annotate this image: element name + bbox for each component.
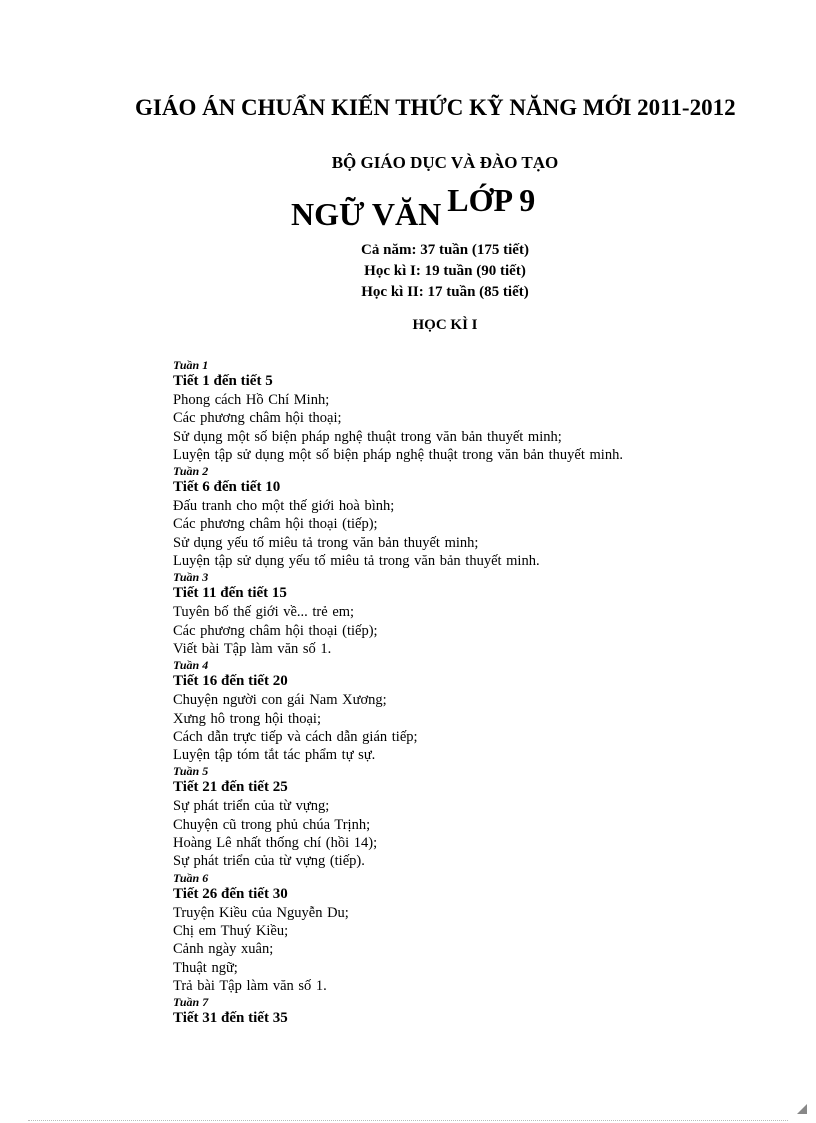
lesson-item: Cảnh ngày xuân; bbox=[173, 941, 274, 958]
semester-heading: HỌC KÌ I bbox=[412, 317, 478, 333]
lesson-item: Truyện Kiều của Nguyễn Du; bbox=[173, 904, 349, 921]
ministry-heading: BỘ GIÁO DỤC VÀ ĐÀO TẠO bbox=[331, 153, 559, 172]
period-range: Tiết 11 đến tiết 15 bbox=[173, 585, 287, 602]
period-range: Tiết 6 đến tiết 10 bbox=[173, 479, 281, 496]
week-block bbox=[173, 570, 793, 658]
year-summary: Cả năm: 37 tuần (175 tiết) bbox=[361, 242, 529, 258]
week-block bbox=[173, 764, 793, 870]
period-range: Tiết 1 đến tiết 5 bbox=[173, 373, 273, 389]
week-block bbox=[173, 995, 793, 1028]
week-block bbox=[173, 464, 793, 570]
lesson-item: Các phương châm hội thoại (tiếp); bbox=[173, 622, 378, 639]
lesson-item: Hoàng Lê nhất thống chí (hồi 14); bbox=[173, 835, 378, 852]
grade-label: LỚP 9 bbox=[447, 182, 536, 218]
lesson-item: Chuyện người con gái Nam Xương; bbox=[173, 692, 387, 709]
lesson-item: Luyện tập tóm tắt tác phẩm tự sự. bbox=[173, 747, 376, 764]
time-allocation bbox=[37, 240, 816, 303]
page-bottom-divider bbox=[28, 1120, 788, 1121]
semester1-summary: Học kì I: 19 tuần (90 tiết) bbox=[364, 263, 526, 279]
lesson-item: Thuật ngữ; bbox=[173, 959, 238, 976]
lesson-item: Luyện tập sử dụng một số biện pháp nghệ thuật trong văn bản thuyết minh. bbox=[173, 446, 623, 463]
period-range: Tiết 16 đến tiết 20 bbox=[173, 673, 288, 690]
subject-heading bbox=[291, 182, 536, 234]
week-label: Tuần 7 bbox=[173, 995, 209, 1010]
period-range: Tiết 31 đến tiết 35 bbox=[173, 1010, 288, 1027]
week-label: Tuần 2 bbox=[173, 464, 209, 479]
lesson-item: Các phương châm hội thoại; bbox=[173, 410, 342, 427]
lesson-item: Xưng hô trong hội thoại; bbox=[173, 710, 321, 727]
lesson-item: Viết bài Tập làm văn số 1. bbox=[173, 640, 332, 657]
document-title: GIÁO ÁN CHUẨN KIẾN THỨC KỸ NĂNG MỚI 2011-2012 bbox=[135, 95, 736, 120]
lesson-item: Tuyên bố thế giới về... trẻ em; bbox=[173, 604, 355, 621]
lesson-item: Sử dụng một số biện pháp nghệ thuật trong văn bản thuyết minh; bbox=[173, 428, 562, 445]
week-label: Tuần 5 bbox=[173, 764, 209, 779]
period-range: Tiết 26 đến tiết 30 bbox=[173, 885, 288, 902]
week-label: Tuần 3 bbox=[173, 570, 209, 585]
week-block bbox=[173, 358, 793, 464]
page-corner-icon bbox=[797, 1104, 807, 1114]
week-label: Tuần 1 bbox=[173, 358, 209, 372]
lesson-item: Sử dụng yếu tố miêu tả trong văn bản thuyết minh; bbox=[173, 534, 479, 551]
lesson-item: Cách dẫn trực tiếp và cách dẫn gián tiếp; bbox=[173, 728, 418, 745]
lesson-item: Sự phát triển của từ vựng; bbox=[173, 798, 330, 815]
lesson-item: Đấu tranh cho một thế giới hoà bình; bbox=[173, 498, 395, 515]
week-label: Tuần 4 bbox=[173, 658, 209, 673]
weekly-schedule bbox=[173, 358, 793, 1028]
subject-name: NGỮ VĂN bbox=[291, 196, 442, 232]
lesson-item: Chuyện cũ trong phủ chúa Trịnh; bbox=[173, 816, 371, 833]
lesson-item: Chị em Thuý Kiều; bbox=[173, 922, 289, 939]
lesson-item: Sự phát triển của từ vựng (tiếp). bbox=[173, 853, 365, 870]
lesson-item: Các phương châm hội thoại (tiếp); bbox=[173, 516, 378, 533]
lesson-item: Luyện tập sử dụng yếu tố miêu tả trong văn bản thuyết minh. bbox=[173, 553, 540, 570]
period-range: Tiết 21 đến tiết 25 bbox=[173, 779, 288, 796]
week-block bbox=[173, 658, 793, 764]
lesson-item: Phong cách Hồ Chí Minh; bbox=[173, 392, 330, 408]
week-block bbox=[173, 871, 793, 995]
semester2-summary: Học kì II: 17 tuần (85 tiết) bbox=[361, 284, 529, 300]
lesson-item: Trả bài Tập làm văn số 1. bbox=[173, 977, 327, 994]
week-label: Tuần 6 bbox=[173, 870, 209, 885]
